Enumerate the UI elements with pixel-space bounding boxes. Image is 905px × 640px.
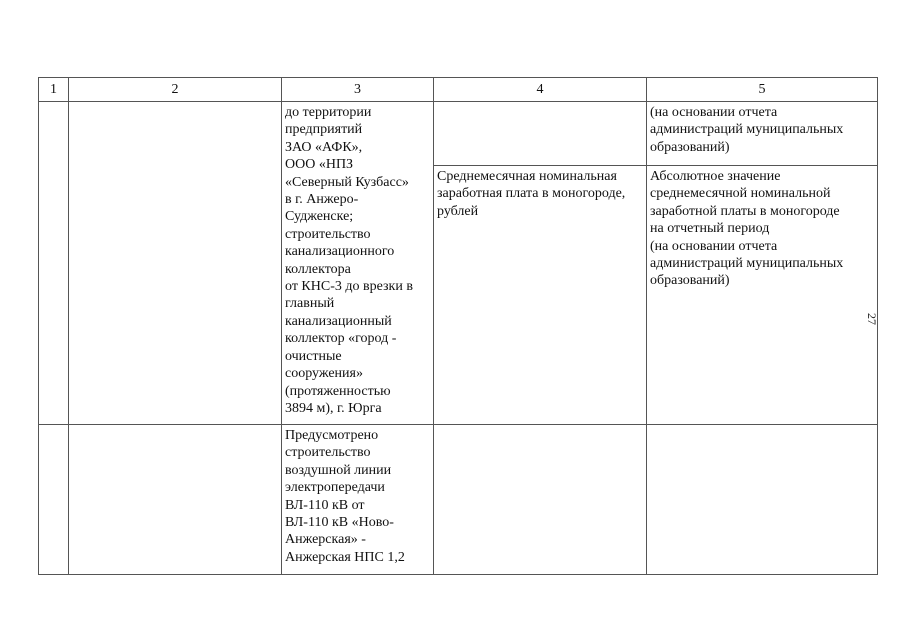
row-1-col-4 — [434, 102, 647, 166]
row-3-col-5 — [647, 425, 878, 575]
table-row — [39, 102, 878, 166]
page-number: 27 — [865, 313, 879, 325]
header-col-2: 2 — [69, 78, 282, 102]
row-1-col-2 — [69, 102, 282, 425]
table-row — [39, 425, 878, 575]
row-2-col-4: Среднемесячная номинальная заработная плата в моногороде, рублей — [434, 166, 647, 425]
row-3-col-3: Предусмотрено строительство воздушной линии электропередачи ВЛ-110 кВ от ВЛ-110 кВ «Ново- Анжерская» - Анжерская НПС 1,2 — [282, 425, 434, 575]
row-3-col-1 — [39, 425, 69, 575]
header-col-4: 4 — [434, 78, 647, 102]
row-2-col-5: Абсолютное значение среднемесячной номинальной заработной платы в моногороде на отчетный период (на основании отчета администраций муниципальных образований) — [647, 166, 878, 425]
document-table — [38, 77, 878, 575]
row-1-col-3: до территории предприятий ЗАО «АФК», ООО «НПЗ «Северный Кузбасс» в г. Анжеро- Судженске; строительство канализационного коллектора от КНС-3 до врезки в главный канализационный коллектор «город - очистные сооружения» (протяженностью 3894 м), г. Юрга — [282, 102, 434, 425]
row-1-col-5: (на основании отчета администраций муниципальных образований) — [647, 102, 878, 166]
header-col-3: 3 — [282, 78, 434, 102]
row-3-col-2 — [69, 425, 282, 575]
row-3-col-4 — [434, 425, 647, 575]
header-col-1: 1 — [39, 78, 69, 102]
row-1-col-1 — [39, 102, 69, 425]
header-row — [39, 78, 878, 102]
header-col-5: 5 — [647, 78, 878, 102]
